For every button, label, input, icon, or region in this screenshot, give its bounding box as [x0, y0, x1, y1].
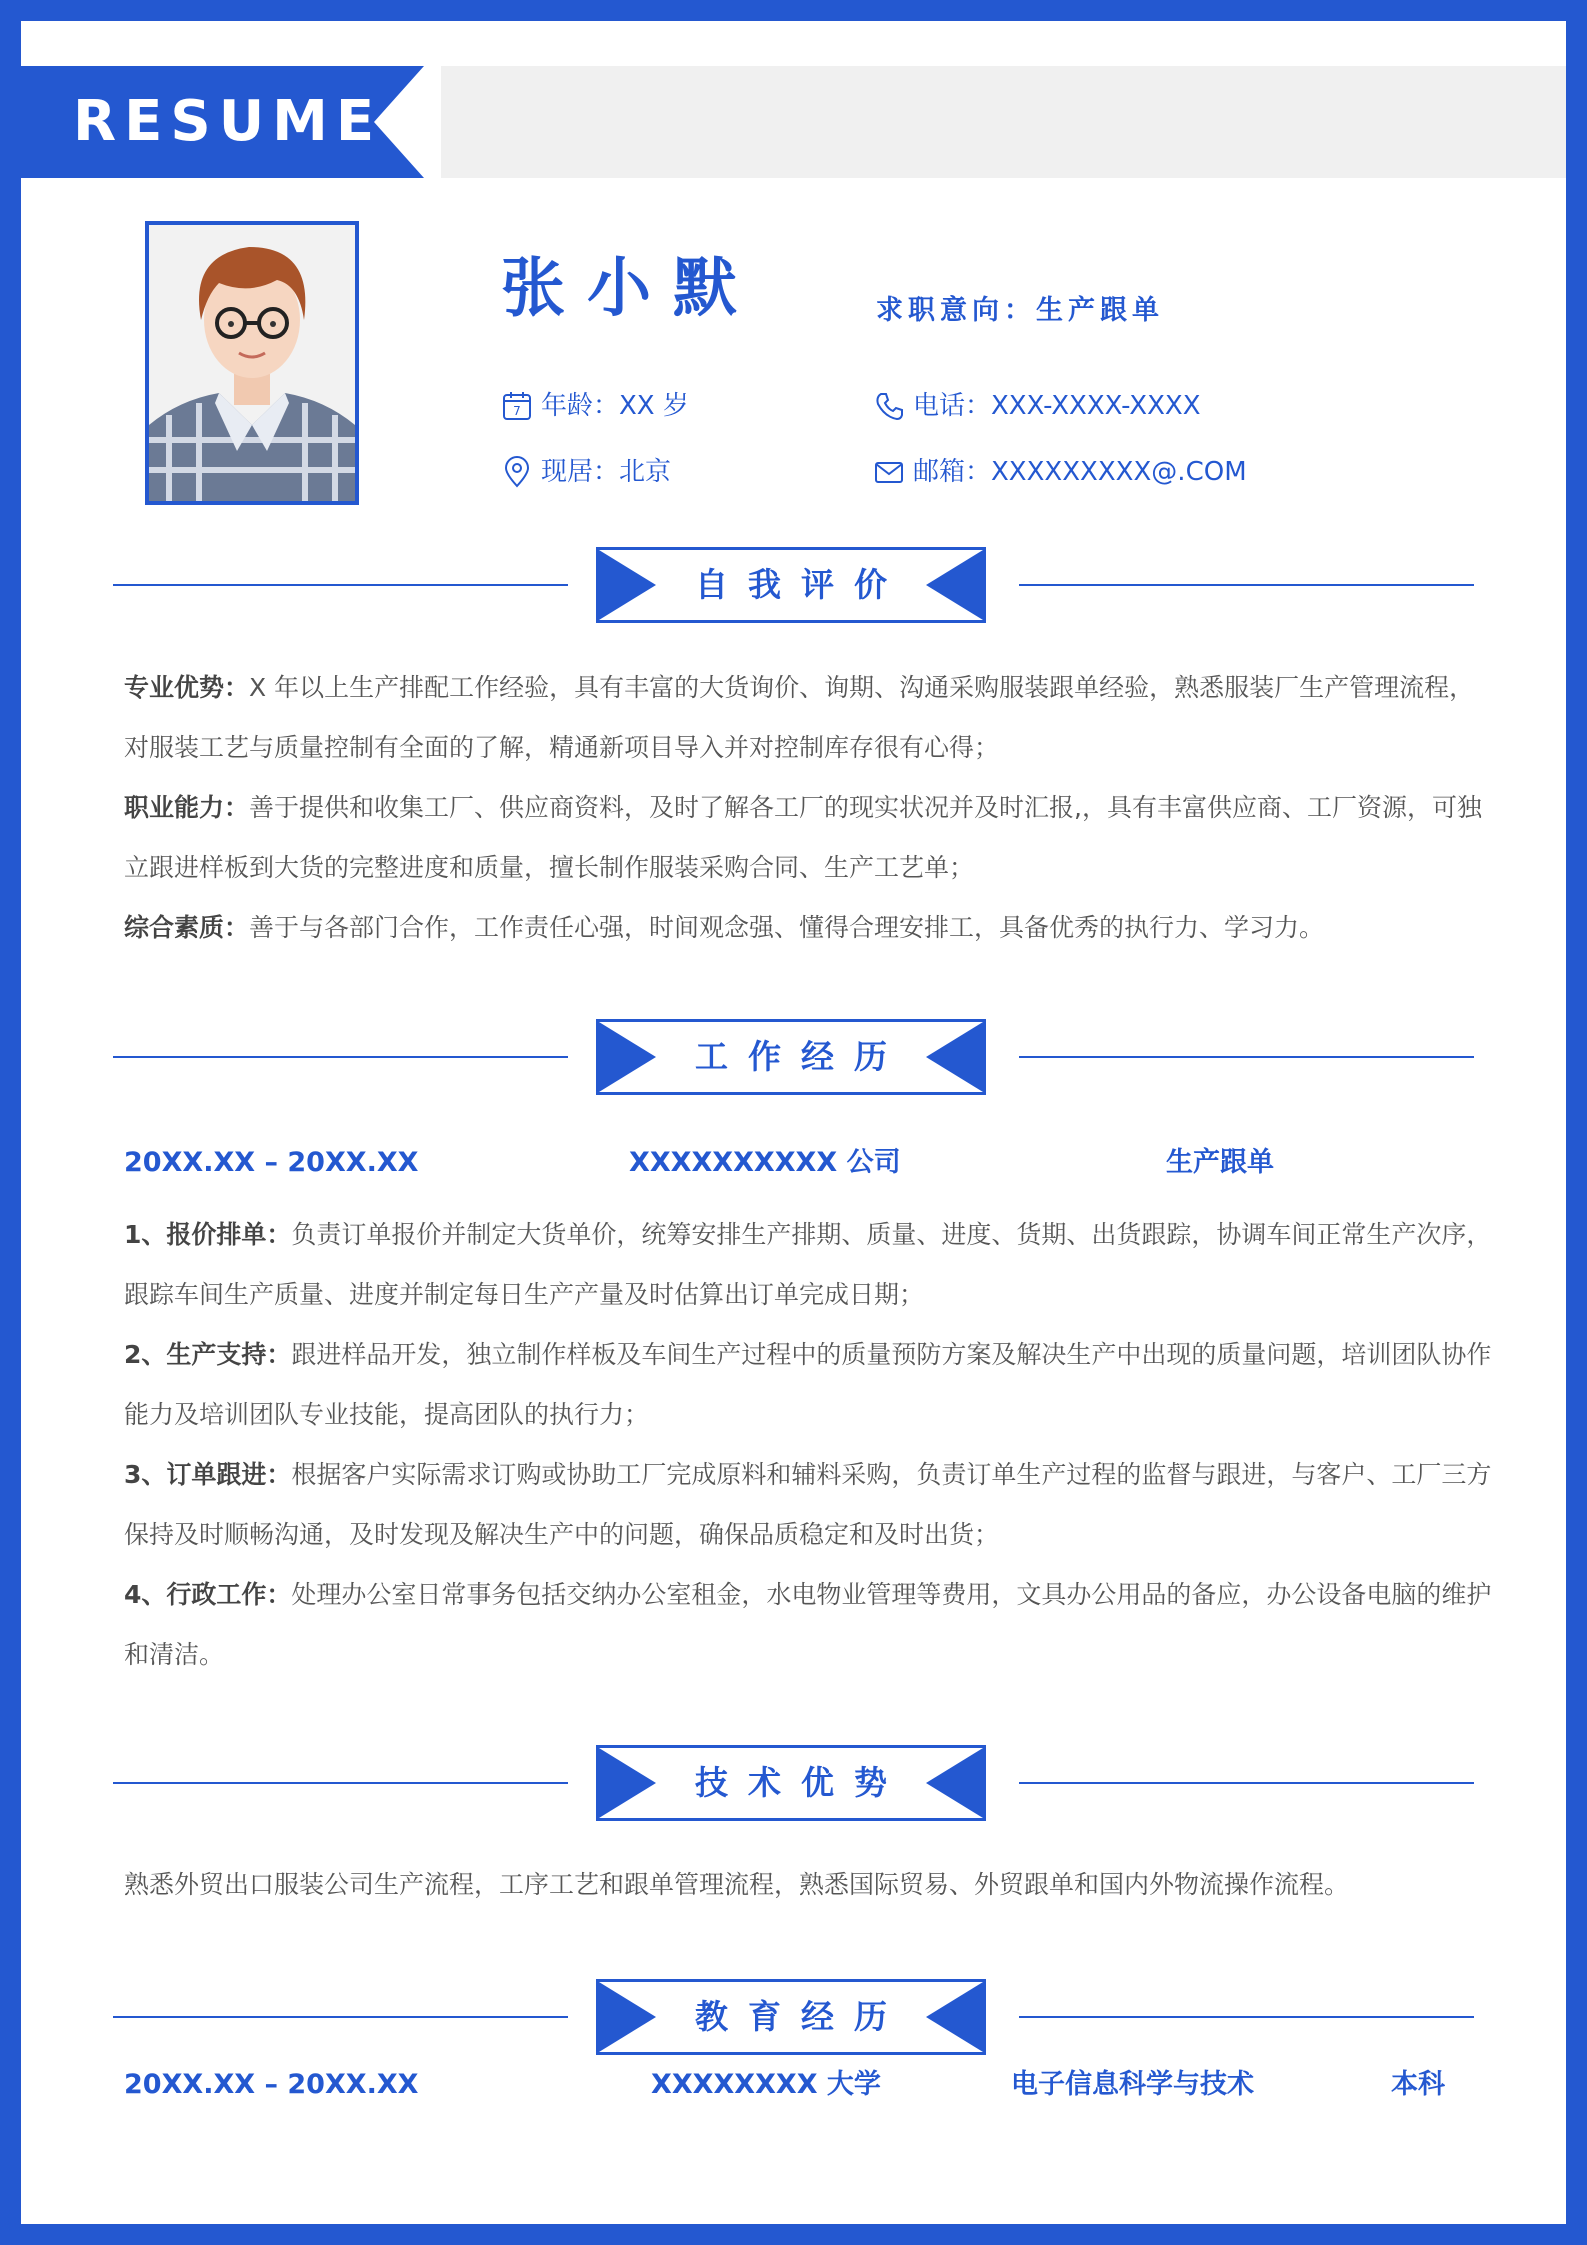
location-text: 现居：北京: [541, 457, 672, 487]
location-info: [501, 452, 671, 492]
phone-text: 电话：XXX-XXXX-XXXX: [913, 391, 1201, 421]
banner-title: RESUME: [73, 89, 383, 154]
work-duty-label: 2、生产支持：: [124, 1340, 292, 1369]
section-rule-left: [113, 1056, 568, 1058]
calendar-icon: [501, 390, 533, 422]
section-title-education: 教育经历: [695, 1997, 907, 2036]
section-rule-right: [1019, 2016, 1474, 2018]
avatar-photo: [145, 221, 359, 505]
work-duty-item: [124, 1565, 1494, 1685]
resume-page: [21, 21, 1566, 2224]
svg-text:7: 7: [513, 404, 521, 418]
work-duty-text: 处理办公室日常事务包括交纳办公室租金，水电物业管理等费用，文具办公用品的备应，办公设备电脑的维护和清洁。: [124, 1580, 1492, 1669]
self-eval-text: 善于与各部门合作，工作责任心强，时间观念强、懂得合理安排工，具备优秀的执行力、学习力。: [249, 913, 1325, 942]
section-title-work: 工作经历: [695, 1037, 907, 1076]
age-info: [501, 386, 689, 426]
avatar-illustration: [149, 225, 355, 501]
skills-text: 熟悉外贸出口服装公司生产流程，工序工艺和跟单管理流程，熟悉国际贸易、外贸跟单和国内外物流操作流程。: [124, 1870, 1350, 1899]
phone-icon: [873, 390, 905, 422]
work-duty-label: 4、行政工作：: [124, 1580, 292, 1609]
self-eval-label: 职业能力：: [124, 793, 250, 822]
work-company: XXXXXXXXXX 公司: [629, 1147, 901, 1178]
work-period: 20XX.XX – 20XX.XX: [124, 1147, 419, 1178]
banner-gray-stripe: [441, 66, 1566, 178]
section-rule-left: [113, 2016, 568, 2018]
work-duties-block: [124, 1205, 1494, 1685]
education-period: 20XX.XX – 20XX.XX: [124, 2069, 419, 2100]
location-icon: [501, 456, 533, 488]
work-duty-text: 负责订单报价并制定大货单价，统筹安排生产排期、质量、进度、货期、出货跟踪，协调车间正常生产次序，跟踪车间生产质量、进度并制定每日生产产量及时估算出订单完成日期；: [124, 1220, 1492, 1309]
email-text: 邮箱：XXXXXXXXX@.COM: [913, 457, 1247, 487]
work-duty-text: 跟进样品开发，独立制作样板及车间生产过程中的质量预防方案及解决生产中出现的质量问题，培训团队协作能力及培训团队专业技能，提高团队的执行力；: [124, 1340, 1492, 1429]
self-eval-item: [124, 658, 1494, 778]
self-eval-label: 综合素质：: [124, 913, 250, 942]
phone-info: [873, 386, 1201, 426]
section-title-skills: 技术优势: [695, 1763, 907, 1802]
section-rule-right: [1019, 584, 1474, 586]
work-duty-item: [124, 1325, 1494, 1445]
work-duty-item: [124, 1205, 1494, 1325]
section-rule-right: [1019, 1782, 1474, 1784]
section-rule-left: [113, 584, 568, 586]
section-rule-right: [1019, 1056, 1474, 1058]
self-eval-item: [124, 778, 1494, 898]
self-eval-text: X 年以上生产排配工作经验，具有丰富的大货询价、询期、沟通采购服装跟单经验，熟悉服装厂生产管理流程，对服装工艺与质量控制有全面的了解，精通新项目导入并对控制库存很有心得；: [124, 673, 1475, 762]
self-eval-label: 专业优势：: [124, 673, 250, 702]
age-text: 年龄：XX 岁: [541, 391, 689, 421]
work-duty-item: [124, 1445, 1494, 1565]
job-objective: 求职意向：生产跟单: [876, 295, 1164, 326]
email-info: [873, 452, 1247, 492]
education-degree: 本科: [1391, 2069, 1445, 2100]
candidate-name: 张小默: [501, 252, 759, 326]
work-position: 生产跟单: [1166, 1147, 1274, 1178]
education-major: 电子信息科学与技术: [1011, 2069, 1254, 2100]
self-eval-item: [124, 898, 1494, 958]
work-duty-label: 3、订单跟进：: [124, 1460, 292, 1489]
self-eval-text: 善于提供和收集工厂、供应商资料，及时了解各工厂的现实状况并及时汇报,，具有丰富供应商、工厂资源，可独立跟进样板到大货的完整进度和质量，擅长制作服装采购合同、生产工艺单；: [124, 793, 1482, 882]
education-school: XXXXXXXX 大学: [651, 2069, 881, 2100]
work-duty-label: 1、报价排单：: [124, 1220, 292, 1249]
section-rule-left: [113, 1782, 568, 1784]
mail-icon: [873, 456, 905, 488]
section-title-self-eval: 自我评价: [695, 565, 907, 604]
self-eval-block: [124, 658, 1494, 958]
work-duty-text: 根据客户实际需求订购或协助工厂完成原料和辅料采购，负责订单生产过程的监督与跟进，与客户、工厂三方保持及时顺畅沟通，及时发现及解决生产中的问题，确保品质稳定和及时出货；: [124, 1460, 1492, 1549]
